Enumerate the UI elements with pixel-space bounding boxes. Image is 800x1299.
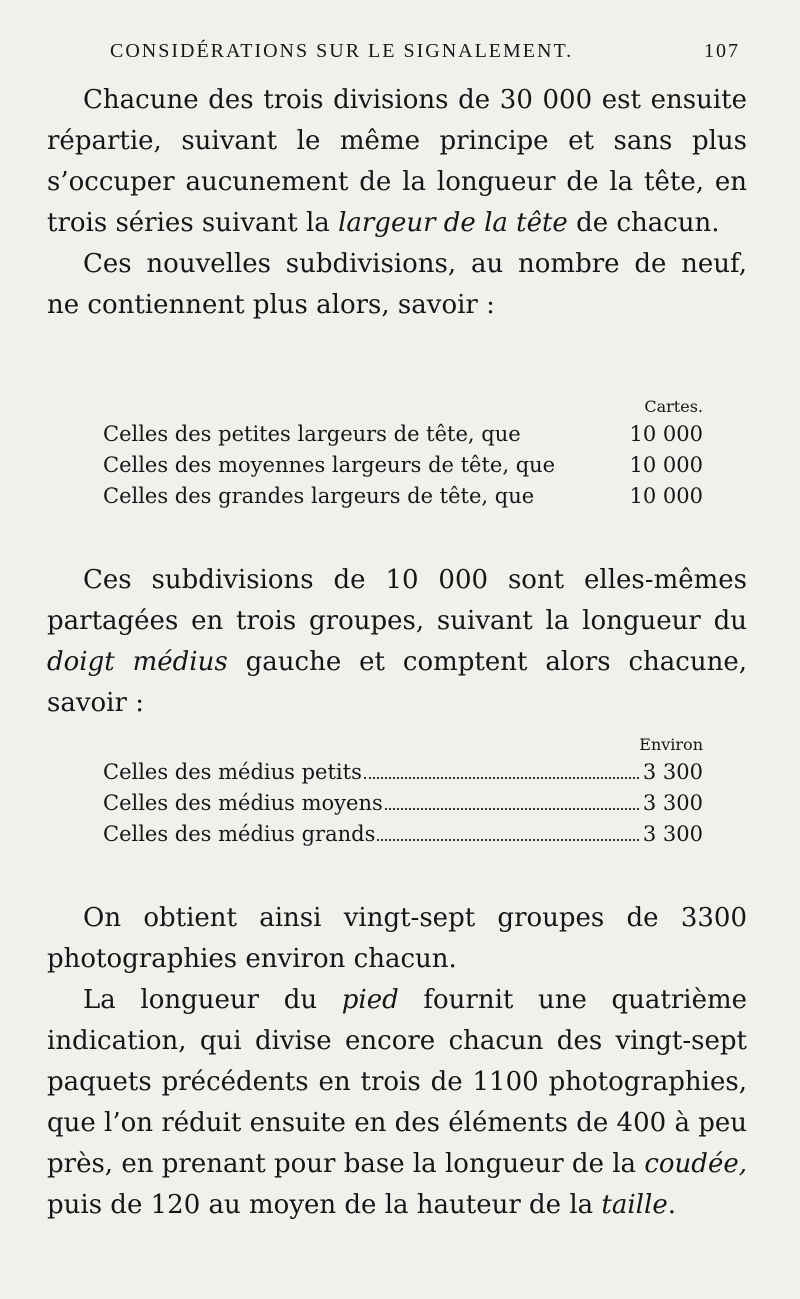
running-header: [110, 40, 740, 63]
text-block-1: [47, 80, 747, 326]
medius-unit-label: Environ: [639, 735, 703, 754]
text-block-3: [47, 898, 747, 1226]
table-row: Celles des moyennes largeurs de tête, que 10 000: [103, 453, 703, 477]
paragraph-2: Ces nouvelles subdivisions, au nombre de neuf, ne contiennent plus alors, savoir :: [47, 249, 747, 320]
table-row: Celles des médius moyens 3 300: [103, 788, 703, 819]
medius-table: [103, 733, 703, 850]
table-row: Celles des petites largeurs de tête, que 10 000: [103, 422, 703, 446]
paragraph-4: On obtient ainsi vingt-sept groupes de 3300 photographies environ chacun.: [47, 903, 747, 974]
cards-table: [103, 395, 703, 512]
text-block-2: [47, 560, 747, 724]
paragraph-3: Ces subdivisions de 10 000 sont elles-mêmes partagées en trois groupes, suivant la longueur du doigt médius gauche et comptent alors chacune, savoir :: [47, 565, 747, 718]
cards-unit-label: Cartes.: [644, 397, 703, 416]
table-row: Celles des grandes largeurs de tête, que 10 000: [103, 484, 703, 508]
page-number: 107: [704, 40, 740, 62]
table-row: Celles des médius petits 3 300: [103, 757, 703, 788]
paragraph-5: La longueur du pied fournit une quatrième indication, qui divise encore chacun des vingt-sept paquets précédents en trois de 1100 photographies, que l’on réduit ensuite en des éléments de 400 à peu près, en prenant pour base la longueur de la coudée, puis de 120 au moyen de la hauteur de la taille.: [47, 985, 747, 1220]
running-title: CONSIDÉRATIONS SUR LE SIGNALEMENT.: [110, 40, 574, 62]
table-row: Celles des médius grands 3 300: [103, 819, 703, 850]
paragraph-1: Chacune des trois divisions de 30 000 est ensuite répartie, suivant le même principe et sans plus s’occuper aucunement de la longueur de la tête, en trois séries suivant la largeur de la tête de chacun.: [47, 85, 747, 238]
